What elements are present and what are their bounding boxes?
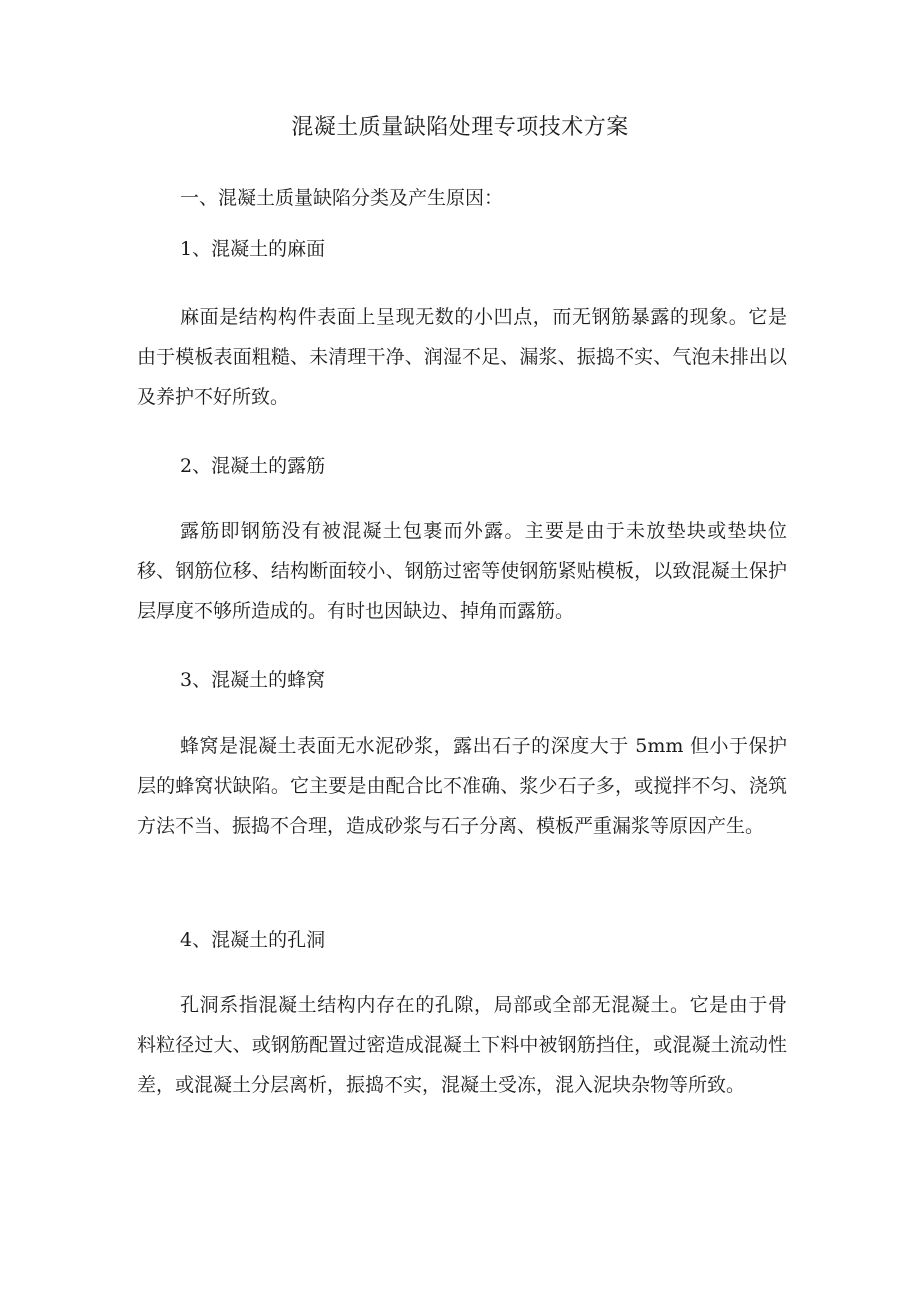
subsection-heading-2: 2、混凝土的露筋 (180, 455, 326, 477)
paragraph-4: 孔洞系指混凝土结构内存在的孔隙，局部或全部无混凝土。它是由于骨料粒径过大、或钢筋配置过密造成混凝土下料中被钢筋挡住，或混凝土流动性差，或混凝土分层离析，振捣不实，混凝土受冻，混入泥块杂物等所致。 (137, 994, 787, 1096)
subsection-heading-1: 1、混凝土的麻面 (180, 238, 326, 260)
subsection-heading-3: 3、混凝土的蜂窝 (180, 669, 326, 691)
subsection-heading-4: 4、混凝土的孔洞 (180, 929, 326, 951)
paragraph-3: 蜂窝是混凝土表面无水泥砂浆，露出石子的深度大于 5mm 但小于保护层的蜂窝状缺陷。它主要是由配合比不准确、浆少石子多，或搅拌不匀、浇筑方法不当、振捣不合理，造成砂浆与石子分离、模板严重漏浆等原因产生。 (137, 735, 787, 837)
document-title: 混凝土质量缺陷处理专项技术方案 (291, 115, 629, 140)
section-heading: 一、混凝土质量缺陷分类及产生原因： (180, 187, 504, 209)
paragraph-2: 露筋即钢筋没有被混凝土包裹而外露。主要是由于未放垫块或垫块位移、钢筋位移、结构断面较小、钢筋过密等使钢筋紧贴模板，以致混凝土保护层厚度不够所造成的。有时也因缺边、掉角而露筋。 (137, 520, 787, 622)
paragraph-1: 麻面是结构构件表面上呈现无数的小凹点，而无钢筋暴露的现象。它是由于模板表面粗糙、未清理干净、润湿不足、漏浆、振捣不实、气泡未排出以及养护不好所致。 (137, 306, 787, 408)
